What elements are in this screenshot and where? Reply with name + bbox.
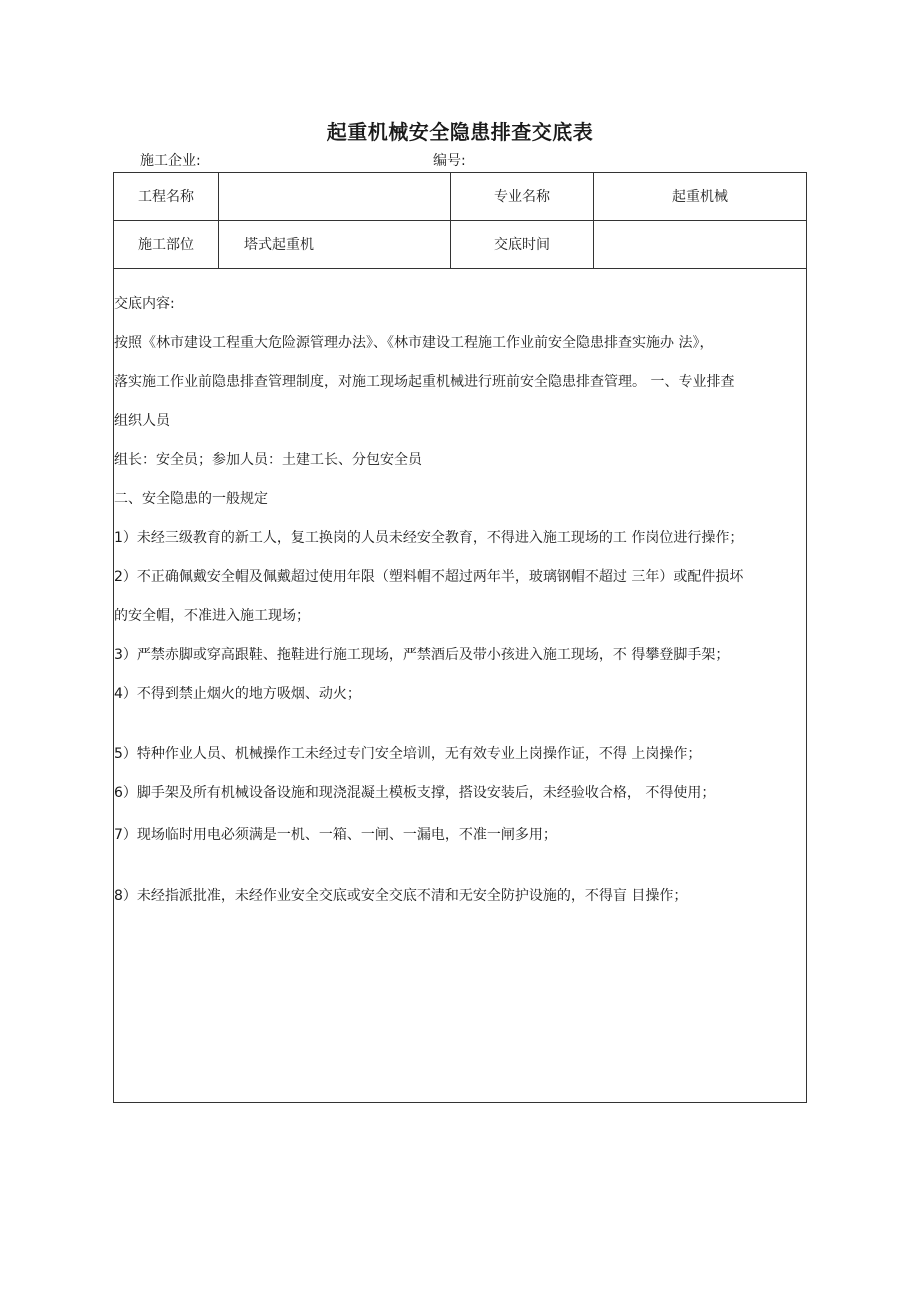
specialty-value: 起重机械 <box>672 189 728 205</box>
rule-item-5: 5）特种作业人员、机械操作工未经过专门安全培训，无有效专业上岗操作证，不得 上岗操作； <box>114 746 702 762</box>
document-title: 起重机械安全隐患排查交底表 <box>326 120 594 144</box>
briefing-table <box>113 172 807 1103</box>
rule-item-6: 6）脚手架及所有机械设备设施和现浇混凝土模板支撑，搭设安装后，未经验收合格， 不得使用； <box>114 785 716 801</box>
column-divider <box>218 172 219 268</box>
content-line: 组长：安全员；参加人员：土建工长、分包安全员 <box>114 452 422 468</box>
rule-item-2-cont: 的安全帽，不准进入施工现场； <box>114 608 310 624</box>
content-line: 组织人员 <box>114 413 170 429</box>
rule-item-1: 1）未经三级教育的新工人，复工换岗的人员未经安全教育，不得进入施工现场的工 作岗位进行操作； <box>114 530 744 546</box>
rule-item-3: 3）严禁赤脚或穿高跟鞋、拖鞋进行施工现场，严禁酒后及带小孩进入施工现场，不 得攀登脚手架； <box>114 647 730 663</box>
briefing-time-value <box>594 220 806 268</box>
company-label: 施工企业: <box>140 153 201 169</box>
content-line: 落实施工作业前隐患排查管理制度，对施工现场起重机械进行班前安全隐患排查管理。 一、专业排查 <box>114 374 735 390</box>
content-heading: 交底内容: <box>114 296 175 312</box>
rule-item-4: 4）不得到禁止烟火的地方吸烟、动火； <box>114 686 361 702</box>
specialty-label: 专业名称 <box>494 189 550 205</box>
location-label: 施工部位 <box>138 237 194 253</box>
project-name-value <box>244 172 444 220</box>
row-divider <box>113 268 807 269</box>
briefing-time-label: 交底时间 <box>494 237 550 253</box>
content-line: 按照《林市建设工程重大危险源管理办法》、《林市建设工程施工作业前安全隐患排查实施办 法》， <box>114 335 714 351</box>
rule-item-2: 2）不正确佩戴安全帽及佩戴超过使用年限（塑料帽不超过两年半，玻璃钢帽不超过 三年）或配件损坏 <box>114 569 744 585</box>
rule-item-7: 7）现场临时用电必须满是一机、一箱、一闸、一漏电，不准一闸多用； <box>114 827 557 843</box>
rule-item-8: 8）未经指派批准，未经作业安全交底或安全交底不清和无安全防护设施的，不得盲 目操作； <box>114 888 688 904</box>
content-section-heading: 二、安全隐患的一般规定 <box>114 491 268 507</box>
number-label: 编号: <box>433 153 466 169</box>
location-value: 塔式起重机 <box>244 237 314 253</box>
project-name-label: 工程名称 <box>138 189 194 205</box>
